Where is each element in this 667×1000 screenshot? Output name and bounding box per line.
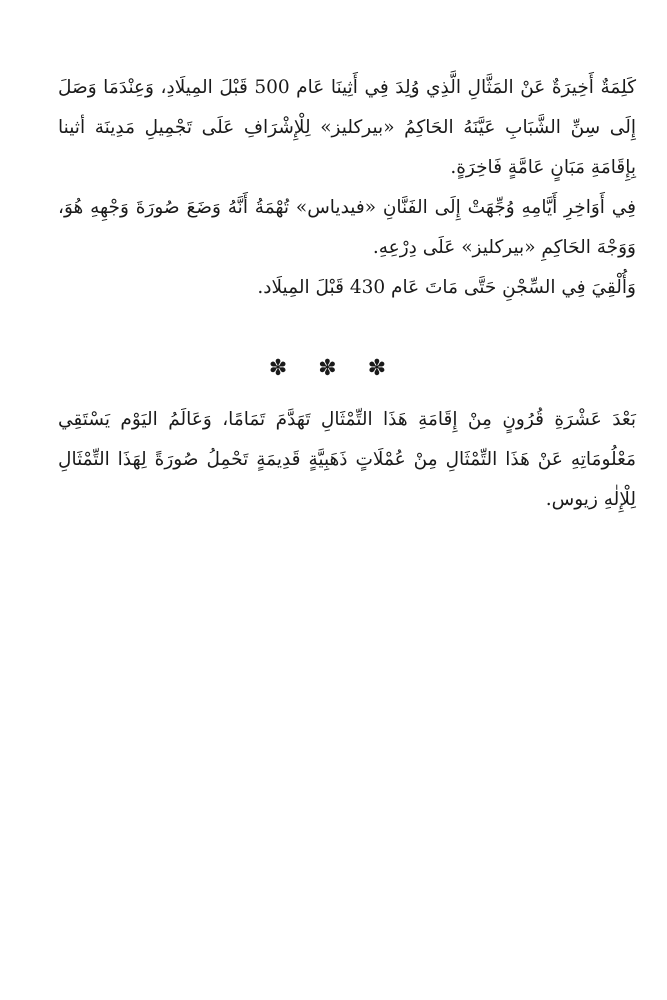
section-separator: ✽ ✽ ✽ <box>268 356 399 381</box>
section-two <box>58 400 636 520</box>
paragraph-phidias-accusation: فِي أَوَاخِرِ أَيَّامِهِ وُجِّهَتْ إِلَى الفَنَّانِ «فيدياس» تُهْمَةُ أَنَّهُ وَضَعَ صُورَةَ وَجْهِهِ هُوَ، وَوَجْهَ الحَاكِمِ «بيركليز» عَلَى دِرْعِهِ. <box>58 197 636 258</box>
paragraph-phidias-death: وَأُلْقِيَ فِي السِّجْنِ حَتَّى مَاتَ عَام 430 قَبْلَ المِيلَاد. <box>257 277 636 298</box>
section-one <box>58 68 636 308</box>
paragraph-statue-fate: بَعْدَ عَشْرَةِ قُرُونٍ مِنْ إِقَامَةِ هَذَا التِّمْثَالِ تَهَدَّمَ تَمَامًا، وَعَالَمُ اليَوْم يَسْتَقِي مَعْلُومَاتِهِ عَنْ هَذَا التِّمْثَالِ مِنْ عُمْلَاتٍ ذَهَبِيَّةٍ قَدِيمَةٍ تَحْمِلُ صُورَةً لِهَذَا التِّمْثَالِ لِلْإِلٰهِ زيوس. <box>58 409 636 510</box>
paragraph-phidias-intro: كَلِمَةٌ أَخِيرَةٌ عَنْ المَثَّالِ الَّذِي وُلِدَ فِي أَثِينَا عَام 500 قَبْلَ المِيلَادِ، وَعِنْدَمَا وَصَلَ إِلَى سِنِّ الشَّبَابِ عَيَّنَهُ الحَاكِمُ «بيركليز» لِلْإِشْرَافِ عَلَى تَجْمِيلِ مَدِينَة أثينا بِإِقَامَةِ مَبَانٍ عَامَّةٍ فَاخِرَةٍ. <box>58 77 636 178</box>
